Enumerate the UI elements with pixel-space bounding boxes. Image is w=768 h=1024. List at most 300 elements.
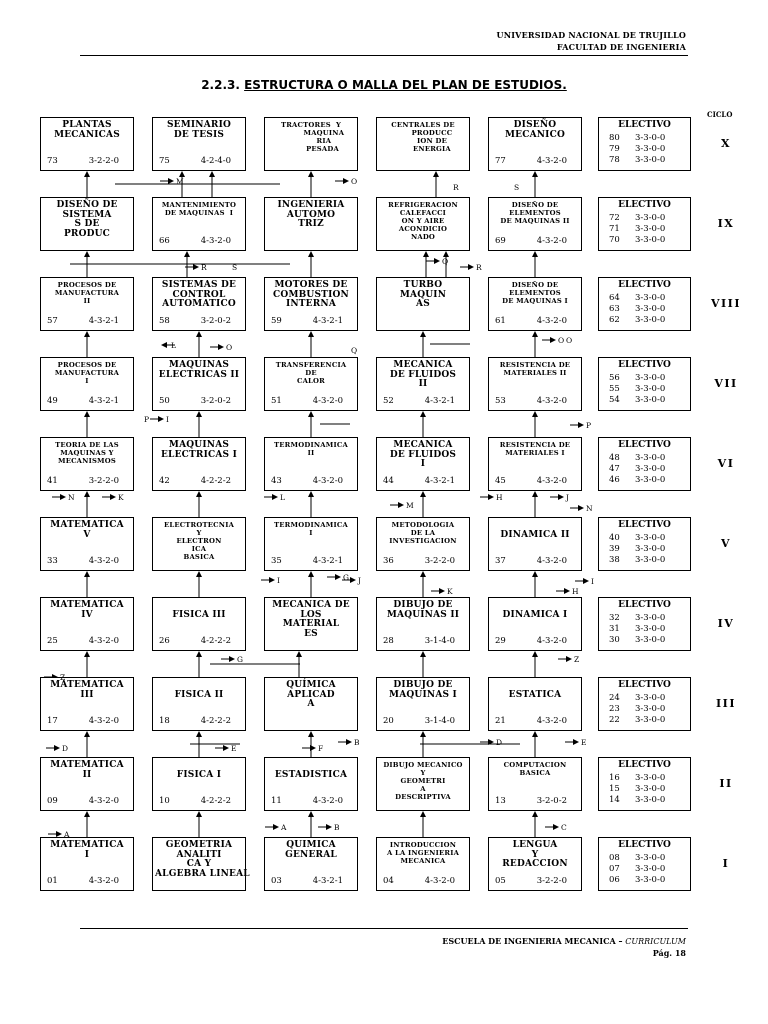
- course-code: 35: [271, 556, 282, 566]
- course-credits: 4-3-2-0: [536, 716, 567, 726]
- course-code: 29: [495, 636, 506, 646]
- connector-label: S: [232, 263, 238, 272]
- ciclo-label: X: [720, 137, 732, 150]
- arrowhead: [84, 651, 90, 657]
- electivo-title: ELECTIVO: [618, 200, 671, 210]
- electivo-code: 46: [609, 475, 620, 485]
- course-box: [488, 277, 582, 331]
- arrowhead: [196, 651, 202, 657]
- arrowhead: [308, 811, 314, 817]
- arrowhead: [420, 571, 426, 577]
- arrowhead: [335, 574, 341, 580]
- footer-doc-text: CURRICULUM: [625, 937, 686, 946]
- course-credits: 4-3-2-1: [312, 316, 343, 326]
- course-credits: 3-2-2-0: [88, 156, 119, 166]
- course-box: [152, 517, 246, 571]
- electivo-code: 40: [609, 533, 620, 543]
- electivo-code: 64: [609, 293, 620, 303]
- ciclo-label: I: [722, 857, 730, 870]
- connector-label: C: [561, 823, 567, 832]
- course-name: QUIMICA GENERAL: [285, 840, 337, 860]
- electivo-title: ELECTIVO: [618, 440, 671, 450]
- electivo-credits: 3-3-0-0: [635, 235, 666, 245]
- arrowhead: [578, 422, 584, 428]
- arrowhead: [223, 745, 229, 751]
- electivo-box: [598, 837, 691, 891]
- arrowhead: [564, 588, 570, 594]
- electivo-code: 24: [609, 693, 620, 703]
- footer-school-text: ESCUELA DE INGENIERIA MECANICA –: [442, 936, 626, 946]
- course-code: 59: [271, 316, 282, 326]
- arrowhead: [60, 494, 66, 500]
- course-box: [40, 597, 134, 651]
- course-credits: 3-2-0-2: [200, 316, 231, 326]
- course-code: 61: [495, 316, 506, 326]
- course-name: MECANICA DE FLUIDOS II: [389, 360, 457, 389]
- connector-label: O: [226, 343, 233, 352]
- course-code: 03: [271, 876, 282, 886]
- arrowhead: [196, 411, 202, 417]
- electivo-code: 79: [609, 144, 620, 154]
- connector-label: Q: [351, 346, 358, 355]
- connector-label: I: [277, 576, 280, 585]
- course-code: 51: [271, 396, 282, 406]
- arrowhead: [468, 264, 474, 270]
- course-credits: 4-3-2-0: [536, 396, 567, 406]
- arrowhead: [532, 251, 538, 257]
- connector-label: G: [343, 573, 349, 582]
- arrowhead: [532, 571, 538, 577]
- course-box: [376, 677, 470, 731]
- course-credits: 4-3-2-0: [312, 796, 343, 806]
- ciclo-label: VI: [717, 457, 735, 470]
- course-code: 09: [47, 796, 58, 806]
- electivo-credits: 3-3-0-0: [635, 464, 666, 474]
- electivo-code: 47: [609, 464, 620, 474]
- course-name: RESISTENCIA DE MATERIALES I: [499, 441, 571, 457]
- connector-label: S: [514, 183, 520, 192]
- arrowhead: [308, 571, 314, 577]
- arrowhead: [269, 577, 275, 583]
- electivo-credits: 3-3-0-0: [635, 693, 666, 703]
- course-box: [376, 277, 470, 331]
- arrowhead: [532, 171, 538, 177]
- course-name: PROCESOS DE MANUFACTURA I: [54, 361, 120, 385]
- course-credits: 4-3-2-0: [88, 796, 119, 806]
- arrowhead: [196, 811, 202, 817]
- arrowhead: [346, 739, 352, 745]
- electivo-credits: 3-3-0-0: [635, 373, 666, 383]
- arrowhead: [84, 331, 90, 337]
- course-credits: 3-1-4-0: [424, 636, 455, 646]
- course-box: [40, 677, 134, 731]
- course-credits: 3-2-2-0: [424, 556, 455, 566]
- electivo-credits: 3-3-0-0: [635, 133, 666, 143]
- course-box: [488, 837, 582, 891]
- arrowhead: [272, 494, 278, 500]
- electivo-title: ELECTIVO: [618, 120, 671, 130]
- course-box: [40, 757, 134, 811]
- arrowhead: [196, 331, 202, 337]
- course-box: [40, 117, 134, 171]
- electivo-credits: 3-3-0-0: [635, 155, 666, 165]
- course-name: INTRODUCCION A LA INGENIERIA MECANICA: [386, 841, 460, 865]
- course-code: 13: [495, 796, 506, 806]
- arrowhead: [273, 824, 279, 830]
- course-code: 42: [159, 476, 170, 486]
- connector-label: Q: [442, 257, 449, 266]
- arrowhead: [161, 342, 167, 348]
- ciclo-label: V: [720, 537, 732, 550]
- arrowhead: [84, 731, 90, 737]
- electivo-title: ELECTIVO: [618, 840, 671, 850]
- course-credits: 3-2-2-0: [88, 476, 119, 486]
- arrowhead: [420, 331, 426, 337]
- arrowhead: [434, 258, 440, 264]
- arrowhead: [184, 251, 190, 257]
- course-name: TRACTORES Y MAQUINA RIA PESADA: [280, 121, 345, 153]
- arrowhead: [196, 571, 202, 577]
- course-name: TERMODINAMICA I: [274, 521, 348, 537]
- connector-label: A: [281, 823, 287, 832]
- course-name: PLANTAS MECANICAS: [54, 120, 120, 140]
- course-box: [488, 757, 582, 811]
- course-credits: 3-2-0-2: [536, 796, 567, 806]
- course-name: CENTRALES DE PRODUCC ION DE ENERGIA: [391, 121, 455, 153]
- course-box: [264, 517, 358, 571]
- course-name: ELECTROTECNIA Y ELECTRON ICA BASICA: [163, 521, 235, 561]
- course-box: [40, 197, 134, 251]
- arrowhead: [550, 337, 556, 343]
- course-box: [40, 517, 134, 571]
- course-credits: 4-3-2-0: [536, 476, 567, 486]
- arrowhead: [423, 251, 429, 257]
- connector-label: E: [581, 738, 587, 747]
- course-code: 37: [495, 556, 506, 566]
- arrowhead: [308, 491, 314, 497]
- connector-label: M: [176, 177, 184, 186]
- electivo-code: 55: [609, 384, 620, 394]
- course-box: [376, 837, 470, 891]
- electivo-credits: 3-3-0-0: [635, 475, 666, 485]
- course-name: MATEMATICA IV: [50, 600, 124, 620]
- course-box: [488, 597, 582, 651]
- course-code: 53: [495, 396, 506, 406]
- course-box: [152, 837, 250, 891]
- course-name: DISEÑO DE ELEMENTOS DE MAQUINAS I: [502, 281, 568, 305]
- ciclo-label: VIII: [711, 297, 741, 310]
- course-box: [376, 437, 470, 491]
- course-name: MATEMATICA V: [50, 520, 124, 540]
- electivo-code: 78: [609, 155, 620, 165]
- course-code: 01: [47, 876, 58, 886]
- electivo-code: 14: [609, 795, 620, 805]
- course-name: DINAMICA II: [500, 529, 570, 540]
- course-credits: 3-2-2-0: [536, 876, 567, 886]
- course-code: 73: [47, 156, 58, 166]
- course-box: [264, 277, 358, 331]
- footer-rule: [80, 928, 688, 929]
- electivo-code: 54: [609, 395, 620, 405]
- course-name: TEORIA DE LAS MAQUINAS Y MECANISMOS: [55, 441, 119, 465]
- electivo-code: 70: [609, 235, 620, 245]
- course-code: 66: [159, 236, 170, 246]
- course-name: MAQUINAS ELECTRICAS I: [161, 440, 237, 460]
- connector-label: N: [586, 504, 593, 513]
- course-box: [152, 357, 246, 411]
- course-box: [488, 677, 582, 731]
- course-box: [264, 197, 358, 251]
- course-box: [264, 437, 358, 491]
- title-number: 2.2.3.: [201, 78, 240, 92]
- arrowhead: [532, 491, 538, 497]
- electivo-code: 15: [609, 784, 620, 794]
- course-name: ESTATICA: [508, 689, 562, 700]
- arrowhead: [326, 824, 332, 830]
- course-code: 04: [383, 876, 394, 886]
- course-code: 26: [159, 636, 170, 646]
- electivo-code: 16: [609, 773, 620, 783]
- connector-label: D: [496, 738, 503, 747]
- course-credits: 4-3-2-1: [88, 396, 119, 406]
- electivo-title: ELECTIVO: [618, 520, 671, 530]
- course-name: PROCESOS DE MANUFACTURA II: [54, 281, 120, 305]
- arrowhead: [578, 505, 584, 511]
- arrowhead: [488, 494, 494, 500]
- electivo-credits: 3-3-0-0: [635, 533, 666, 543]
- arrowhead: [296, 651, 302, 657]
- course-credits: 4-2-2-2: [200, 636, 231, 646]
- course-credits: 4-3-2-0: [312, 396, 343, 406]
- course-name: REFRIGERACION CALEFACCI ON Y AIRE ACONDICIO NADO: [388, 201, 458, 241]
- electivo-title: ELECTIVO: [618, 360, 671, 370]
- arrowhead: [196, 731, 202, 737]
- arrowhead: [398, 502, 404, 508]
- course-name: MATEMATICA II: [50, 760, 124, 780]
- course-box: [376, 597, 470, 651]
- connector-label: Z: [574, 655, 580, 664]
- course-name: LENGUA Y REDACCION: [502, 840, 568, 869]
- arrowhead: [558, 494, 564, 500]
- arrowhead: [84, 811, 90, 817]
- course-code: 58: [159, 316, 170, 326]
- arrowhead: [229, 656, 235, 662]
- arrowhead: [308, 171, 314, 177]
- connector-label: R: [201, 263, 207, 272]
- ciclo-label: IX: [717, 217, 735, 230]
- connector-label: H: [572, 587, 579, 596]
- course-name: MANTENIMIENTO DE MAQUINAS I: [161, 201, 237, 217]
- course-box: [488, 437, 582, 491]
- course-box: [376, 197, 470, 251]
- electivo-box: [598, 117, 691, 171]
- course-box: [264, 757, 358, 811]
- electivo-code: 48: [609, 453, 620, 463]
- course-code: 50: [159, 396, 170, 406]
- electivo-title: ELECTIVO: [618, 680, 671, 690]
- electivo-credits: 3-3-0-0: [635, 635, 666, 645]
- course-box: [376, 117, 470, 171]
- course-box: [152, 757, 246, 811]
- course-code: 18: [159, 716, 170, 726]
- university-name: UNIVERSIDAD NACIONAL DE TRUJILLO: [496, 30, 686, 40]
- course-code: 52: [383, 396, 394, 406]
- arrowhead: [420, 811, 426, 817]
- course-code: 75: [159, 156, 170, 166]
- electivo-code: 22: [609, 715, 620, 725]
- arrowhead: [420, 491, 426, 497]
- course-code: 11: [271, 796, 282, 806]
- course-name: ESTADISTICA: [274, 769, 348, 780]
- connector-label: B: [334, 823, 340, 832]
- arrowhead: [420, 411, 426, 417]
- arrowhead: [84, 251, 90, 257]
- course-box: [376, 517, 470, 571]
- course-name: MATEMATICA I: [50, 840, 124, 860]
- course-credits: 4-3-2-1: [312, 556, 343, 566]
- course-credits: 4-3-2-1: [424, 396, 455, 406]
- course-credits: 3-2-0-2: [200, 396, 231, 406]
- course-code: 25: [47, 636, 58, 646]
- arrowhead: [532, 331, 538, 337]
- course-box: [264, 677, 358, 731]
- course-name: DIBUJO MECANICO Y GEOMETRI A DESCRIPTIVA: [383, 761, 463, 801]
- connector-label: L: [280, 493, 285, 502]
- course-name: MAQUINAS ELECTRICAS II: [158, 360, 240, 380]
- electivo-credits: 3-3-0-0: [635, 384, 666, 394]
- connector-label: R: [453, 183, 459, 192]
- course-name: MECANICA DE FLUIDOS I: [389, 440, 457, 469]
- ciclo-label: IV: [717, 617, 735, 630]
- electivo-box: [598, 277, 691, 331]
- connector-label: I: [591, 577, 594, 586]
- electivo-title: ELECTIVO: [618, 600, 671, 610]
- footer-school: [442, 936, 686, 946]
- course-box: [152, 677, 246, 731]
- course-code: 36: [383, 556, 394, 566]
- course-box: [152, 197, 246, 251]
- course-box: [152, 117, 246, 171]
- course-name: DIBUJO DE MAQUINAS II: [386, 600, 460, 620]
- electivo-code: 30: [609, 635, 620, 645]
- course-credits: 4-3-2-0: [536, 556, 567, 566]
- course-credits: 3-1-4-0: [424, 716, 455, 726]
- electivo-code: 72: [609, 213, 620, 223]
- connector-label: O: [351, 177, 358, 186]
- course-code: 41: [47, 476, 58, 486]
- arrowhead: [84, 411, 90, 417]
- course-name: FISICA II: [174, 689, 224, 700]
- course-credits: 4-3-2-0: [536, 156, 567, 166]
- electivo-credits: 3-3-0-0: [635, 304, 666, 314]
- course-credits: 4-3-2-0: [200, 236, 231, 246]
- electivo-credits: 3-3-0-0: [635, 213, 666, 223]
- course-name: INGENIERIA AUTOMO TRIZ: [277, 200, 345, 229]
- ciclo-label: II: [719, 777, 733, 790]
- electivo-credits: 3-3-0-0: [635, 715, 666, 725]
- arrowhead: [54, 745, 60, 751]
- course-code: 21: [495, 716, 506, 726]
- connector-label: A: [64, 830, 70, 839]
- connector-label: K: [118, 493, 124, 502]
- arrowhead: [308, 731, 314, 737]
- course-credits: 4-3-2-0: [88, 636, 119, 646]
- course-box: [152, 597, 246, 651]
- course-credits: 4-3-2-0: [88, 716, 119, 726]
- arrowhead: [158, 416, 164, 422]
- ciclo-label: III: [716, 697, 736, 710]
- course-code: 20: [383, 716, 394, 726]
- course-box: [40, 837, 134, 891]
- electivo-credits: 3-3-0-0: [635, 853, 666, 863]
- course-box: [40, 437, 134, 491]
- electivo-credits: 3-3-0-0: [635, 624, 666, 634]
- connector-label: D: [62, 744, 69, 753]
- course-credits: 4-3-2-0: [424, 876, 455, 886]
- connector-label: I: [166, 415, 169, 424]
- electivo-code: 63: [609, 304, 620, 314]
- course-credits: 4-3-2-1: [424, 476, 455, 486]
- arrowhead: [532, 731, 538, 737]
- course-name: FISICA III: [172, 609, 226, 620]
- course-name: DISEÑO DE ELEMENTOS DE MAQUINAS II: [500, 201, 570, 225]
- electivo-credits: 3-3-0-0: [635, 613, 666, 623]
- arrowhead: [308, 411, 314, 417]
- arrowhead: [420, 651, 426, 657]
- course-name: MOTORES DE COMBUSTION INTERNA: [273, 280, 349, 309]
- electivo-credits: 3-3-0-0: [635, 144, 666, 154]
- connector-label: N: [68, 493, 75, 502]
- course-name: DISEÑO DE SISTEMA S DE PRODUC: [56, 200, 118, 239]
- arrowhead: [532, 651, 538, 657]
- connector-label: L: [171, 341, 176, 350]
- connector-label: J: [566, 493, 570, 502]
- electivo-code: 32: [609, 613, 620, 623]
- arrowhead: [553, 824, 559, 830]
- arrowhead: [218, 344, 224, 350]
- electivo-box: [598, 357, 691, 411]
- course-box: [264, 837, 358, 891]
- connector-label: B: [354, 738, 360, 747]
- ciclo-label: VII: [714, 377, 738, 390]
- course-box: [488, 517, 582, 571]
- course-credits: 4-3-2-0: [536, 316, 567, 326]
- electivo-box: [598, 437, 691, 491]
- faculty-name: FACULTAD DE INGENIERIA: [556, 42, 686, 52]
- electivo-credits: 3-3-0-0: [635, 544, 666, 554]
- course-box: [376, 757, 470, 811]
- course-name: QUÍMICA APLICAD A: [286, 680, 336, 709]
- arrowhead: [308, 251, 314, 257]
- electivo-title: ELECTIVO: [618, 280, 671, 290]
- course-box: [264, 597, 358, 651]
- course-code: 77: [495, 156, 506, 166]
- course-box: [264, 117, 358, 171]
- connector-label: F: [318, 744, 324, 753]
- course-code: 10: [159, 796, 170, 806]
- course-box: [488, 357, 582, 411]
- course-credits: 4-3-2-0: [88, 556, 119, 566]
- electivo-credits: 3-3-0-0: [635, 224, 666, 234]
- arrowhead: [343, 178, 349, 184]
- electivo-box: [598, 677, 691, 731]
- course-credits: 4-2-2-2: [200, 476, 231, 486]
- course-name: RESISTENCIA DE MATERIALES II: [499, 361, 571, 377]
- course-credits: 4-3-2-0: [88, 876, 119, 886]
- course-code: 28: [383, 636, 394, 646]
- electivo-credits: 3-3-0-0: [635, 453, 666, 463]
- arrowhead: [110, 494, 116, 500]
